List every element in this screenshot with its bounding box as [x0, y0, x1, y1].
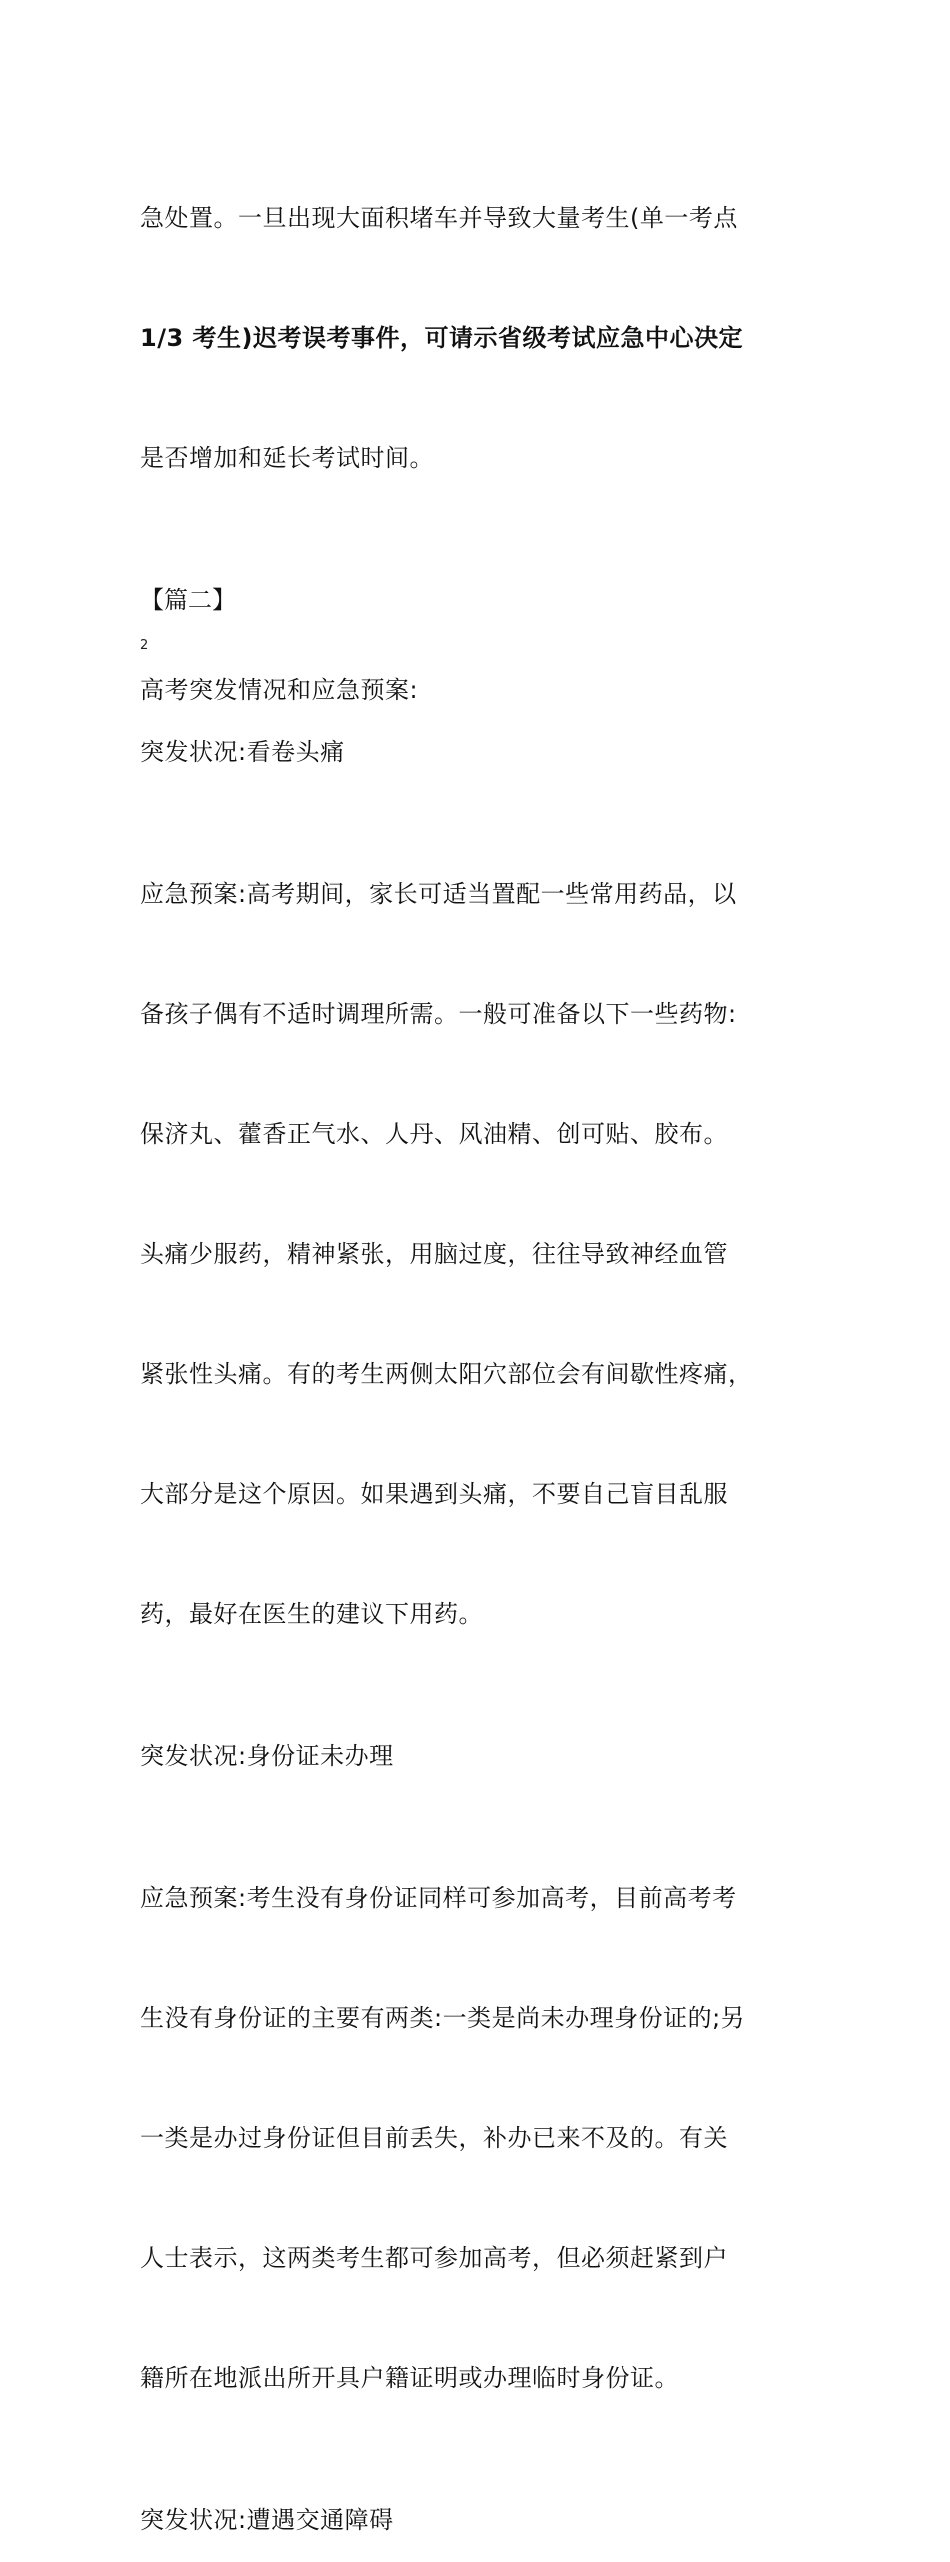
- text-line: 备孩子偶有不适时调理所需。一般可准备以下一些药物:: [140, 1000, 737, 1028]
- text-line: 药，最好在医生的建议下用药。: [140, 1600, 483, 1628]
- text-line: 人士表示，这两类考生都可参加高考，但必须赶紧到户: [140, 2244, 728, 2272]
- text-line: 大部分是这个原因。如果遇到头痛，不要自己盲目乱服: [140, 1480, 728, 1508]
- article-title: 高考突发情况和应急预案:: [140, 676, 419, 704]
- section-heading: 【篇二】: [140, 586, 236, 614]
- plan-id-card-paragraph: [140, 1798, 810, 2478]
- situation-traffic: 突发状况:遭遇交通障碍: [140, 2506, 394, 2534]
- text-line: 1/3 考生)迟考误考事件，可请示省级考试应急中心决定: [140, 324, 743, 352]
- situation-headache: 突发状况:看卷头痛: [140, 738, 345, 766]
- text-line: 应急预案:高考期间，家长可适当置配一些常用药品，以: [140, 880, 737, 908]
- text-line: 急处置。一旦出现大面积堵车并导致大量考生(单一考点: [140, 204, 738, 232]
- intro-paragraph: [140, 118, 810, 558]
- document-content: [140, 118, 810, 2562]
- situation-id-card: 突发状况:身份证未办理: [140, 1742, 394, 1770]
- text-line: 头痛少服药，精神紧张，用脑过度，往往导致神经血管: [140, 1240, 728, 1268]
- text-line: 紧张性头痛。有的考生两侧太阳穴部位会有间歇性疼痛，: [140, 1360, 753, 1388]
- plan-headache-paragraph: [140, 794, 810, 1714]
- page-number: 2: [140, 638, 149, 653]
- text-line: 一类是办过身份证但目前丢失，补办已来不及的。有关: [140, 2124, 728, 2152]
- text-line: 籍所在地派出所开具户籍证明或办理临时身份证。: [140, 2364, 679, 2392]
- text-line: 应急预案:考生没有身份证同样可参加高考，目前高考考: [140, 1884, 737, 1912]
- text-line: 生没有身份证的主要有两类:一类是尚未办理身份证的;另: [140, 2004, 746, 2032]
- text-line: 是否增加和延长考试时间。: [140, 444, 434, 472]
- text-line: 保济丸、藿香正气水、人丹、风油精、创可贴、胶布。: [140, 1120, 728, 1148]
